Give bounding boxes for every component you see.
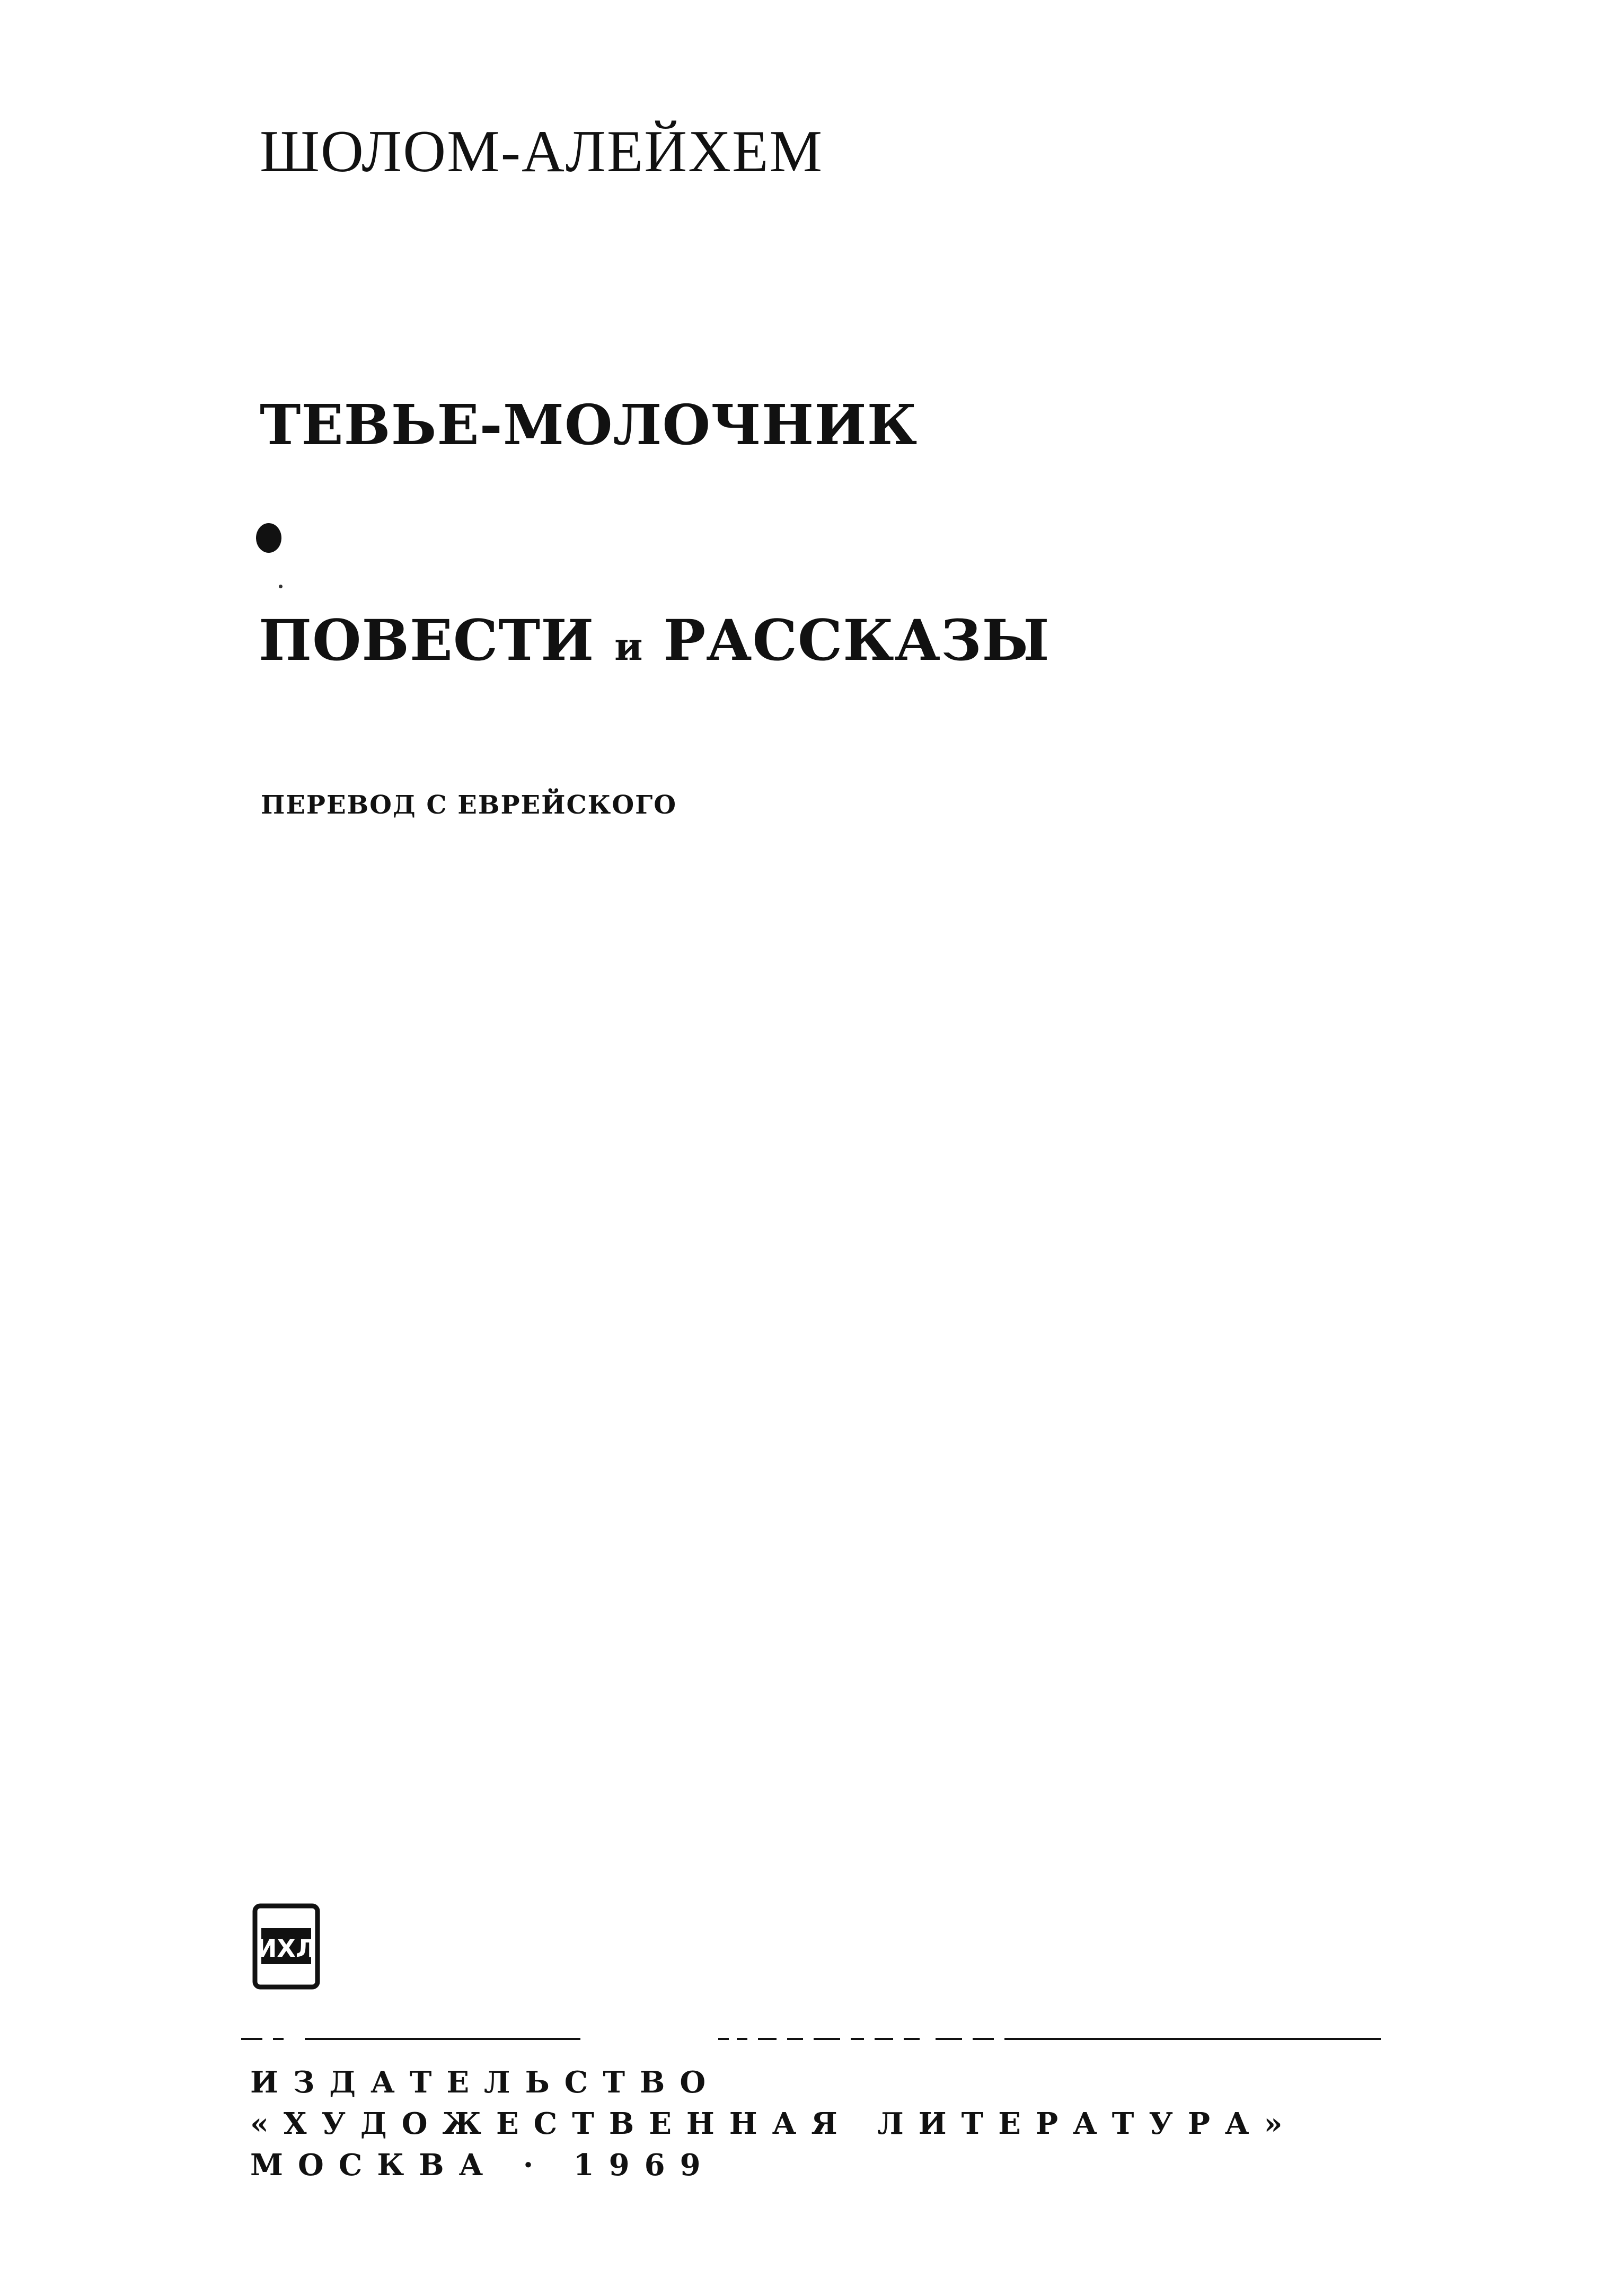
bullet-dot (256, 523, 281, 553)
subtitle-part2: РАССКАЗЫ (663, 607, 1050, 673)
publisher-line-1: ИЗДАТЕЛЬСТВО (250, 2065, 721, 2100)
translation-note: ПЕРЕВОД С ЕВРЕЙСКОГО (261, 790, 677, 820)
publisher-line-3: МОСКВА · 1969 (250, 2148, 716, 2183)
publisher-logo-text: ИХЛ (256, 1934, 316, 1963)
author-name: ШОЛОМ-АЛЕЙХЕМ (260, 119, 824, 184)
publisher-logo (252, 1903, 321, 1990)
subtitle-conjunction: и (614, 624, 643, 669)
publisher-line-2: «ХУДОЖЕСТВЕННАЯ ЛИТЕРАТУРА» (250, 2106, 1298, 2141)
subtitle-part1: ПОВЕСТИ (259, 607, 595, 673)
book-subtitle (259, 607, 1050, 673)
divider-rule (241, 2037, 1381, 2041)
publisher-block (250, 2062, 1298, 2186)
print-speck (279, 585, 283, 588)
book-title: ТЕВЬЕ-МОЛОЧНИК (260, 392, 918, 457)
